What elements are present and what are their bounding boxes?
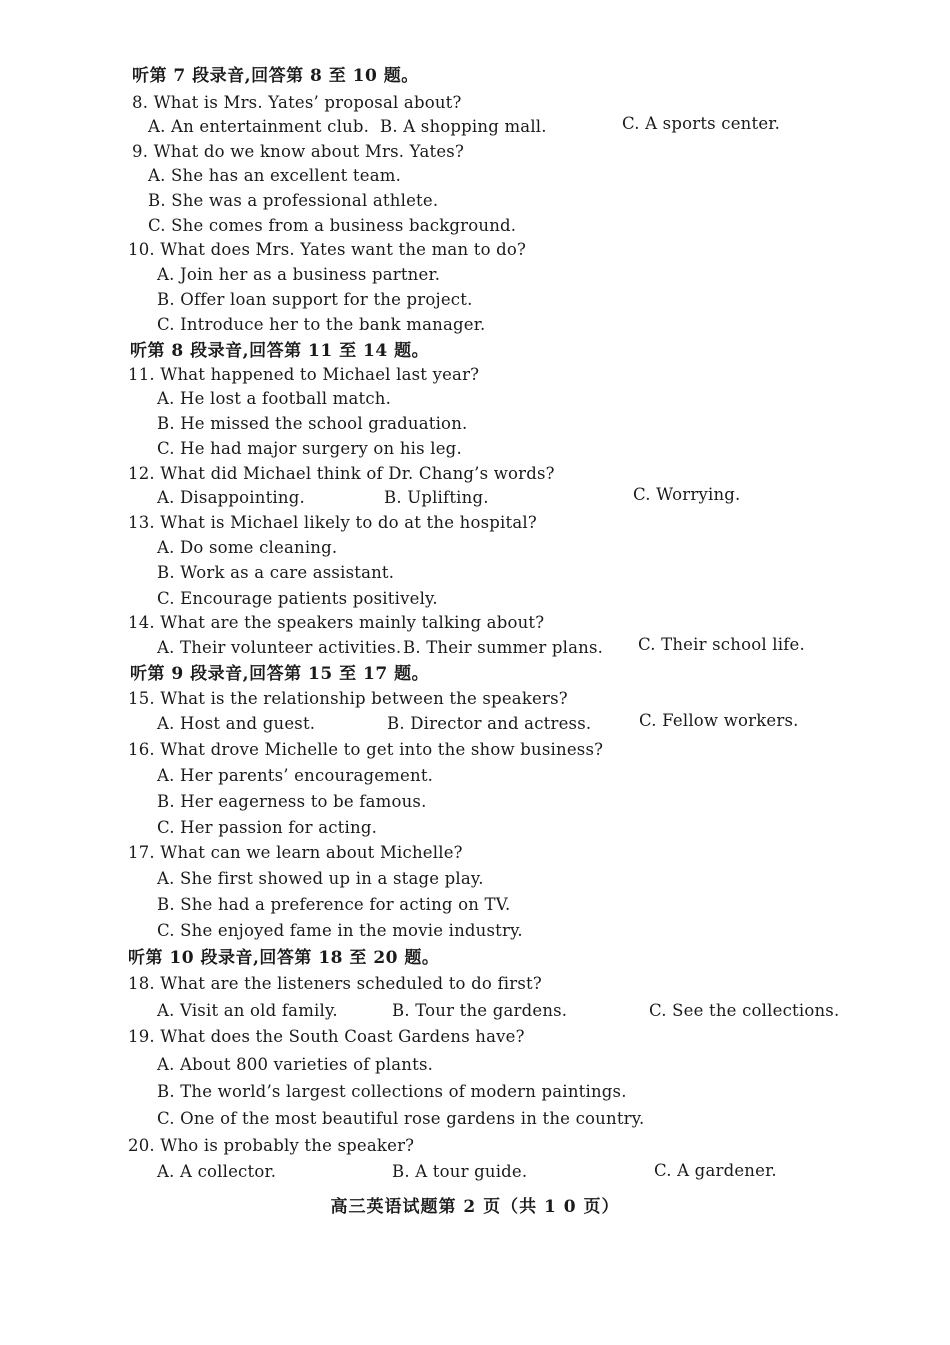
question-17-option-c: C. She enjoyed fame in the movie industry. xyxy=(157,921,523,940)
question-20-option-c: C. A gardener. xyxy=(654,1161,777,1180)
question-10-stem: 10. What does Mrs. Yates want the man to do? xyxy=(128,240,527,259)
question-10-option-b: B. Offer loan support for the project. xyxy=(157,290,473,309)
question-8-stem: 8. What is Mrs. Yates’ proposal about? xyxy=(132,93,462,112)
question-19-option-b: B. The world’s largest collections of modern paintings. xyxy=(157,1082,627,1101)
question-11-option-b: B. He missed the school graduation. xyxy=(157,414,468,433)
question-9-option-b: B. She was a professional athlete. xyxy=(148,191,439,210)
question-16-option-c: C. Her passion for acting. xyxy=(157,818,378,837)
question-20-option-a: A. A collector. xyxy=(157,1162,277,1181)
question-9-option-c: C. She comes from a business background. xyxy=(148,216,517,235)
section-heading-9: 听第 9 段录音,回答第 15 至 17 题。 xyxy=(130,664,430,684)
question-17-stem: 17. What can we learn about Michelle? xyxy=(128,843,463,862)
question-15-option-b: B. Director and actress. xyxy=(387,714,592,733)
question-14-option-b: B. Their summer plans. xyxy=(403,638,604,657)
question-16-stem: 16. What drove Michelle to get into the show business? xyxy=(128,740,604,759)
question-14-option-a: A. Their volunteer activities. xyxy=(157,638,402,657)
question-16-option-a: A. Her parents’ encouragement. xyxy=(157,766,434,785)
question-12-option-b: B. Uplifting. xyxy=(384,488,489,507)
question-8-option-a: A. An entertainment club. xyxy=(148,117,370,136)
page-footer: 高三英语试题第 2 页（共 1 0 页） xyxy=(330,1197,620,1217)
question-15-option-c: C. Fellow workers. xyxy=(639,711,799,730)
question-10-option-c: C. Introduce her to the bank manager. xyxy=(157,315,486,334)
question-18-option-b: B. Tour the gardens. xyxy=(392,1001,568,1020)
question-11-stem: 11. What happened to Michael last year? xyxy=(128,365,480,384)
question-12-stem: 12. What did Michael think of Dr. Chang’s words? xyxy=(128,464,555,483)
question-17-option-b: B. She had a preference for acting on TV. xyxy=(157,895,511,914)
question-19-stem: 19. What does the South Coast Gardens have? xyxy=(128,1027,525,1046)
question-18-option-a: A. Visit an old family. xyxy=(157,1001,338,1020)
question-8-option-b: B. A shopping mall. xyxy=(380,117,547,136)
question-15-stem: 15. What is the relationship between the speakers? xyxy=(128,689,568,708)
question-17-option-a: A. She first showed up in a stage play. xyxy=(157,869,484,888)
question-10-option-a: A. Join her as a business partner. xyxy=(157,265,441,284)
question-19-option-c: C. One of the most beautiful rose gardens in the country. xyxy=(157,1109,645,1128)
question-18-stem: 18. What are the listeners scheduled to do first? xyxy=(128,974,542,993)
question-11-option-a: A. He lost a football match. xyxy=(157,389,392,408)
question-13-stem: 13. What is Michael likely to do at the hospital? xyxy=(128,513,537,532)
question-12-option-a: A. Disappointing. xyxy=(157,488,305,507)
question-12-option-c: C. Worrying. xyxy=(633,485,741,504)
question-8-option-c: C. A sports center. xyxy=(622,114,781,133)
question-20-stem: 20. Who is probably the speaker? xyxy=(128,1136,415,1155)
question-9-stem: 9. What do we know about Mrs. Yates? xyxy=(132,142,465,161)
section-heading-8: 听第 8 段录音,回答第 11 至 14 题。 xyxy=(130,341,430,361)
question-16-option-b: B. Her eagerness to be famous. xyxy=(157,792,427,811)
section-heading-7: 听第 7 段录音,回答第 8 至 10 题。 xyxy=(132,66,419,86)
section-heading-10: 听第 10 段录音,回答第 18 至 20 题。 xyxy=(128,948,440,968)
question-20-option-b: B. A tour guide. xyxy=(392,1162,528,1181)
question-14-option-c: C. Their school life. xyxy=(638,635,805,654)
question-19-option-a: A. About 800 varieties of plants. xyxy=(157,1055,434,1074)
question-14-stem: 14. What are the speakers mainly talking about? xyxy=(128,613,545,632)
question-11-option-c: C. He had major surgery on his leg. xyxy=(157,439,462,458)
question-15-option-a: A. Host and guest. xyxy=(157,714,316,733)
question-13-option-a: A. Do some cleaning. xyxy=(157,538,338,557)
question-13-option-c: C. Encourage patients positively. xyxy=(157,589,438,608)
question-18-option-c: C. See the collections. xyxy=(649,1001,840,1020)
question-9-option-a: A. She has an excellent team. xyxy=(148,166,402,185)
question-13-option-b: B. Work as a care assistant. xyxy=(157,563,395,582)
